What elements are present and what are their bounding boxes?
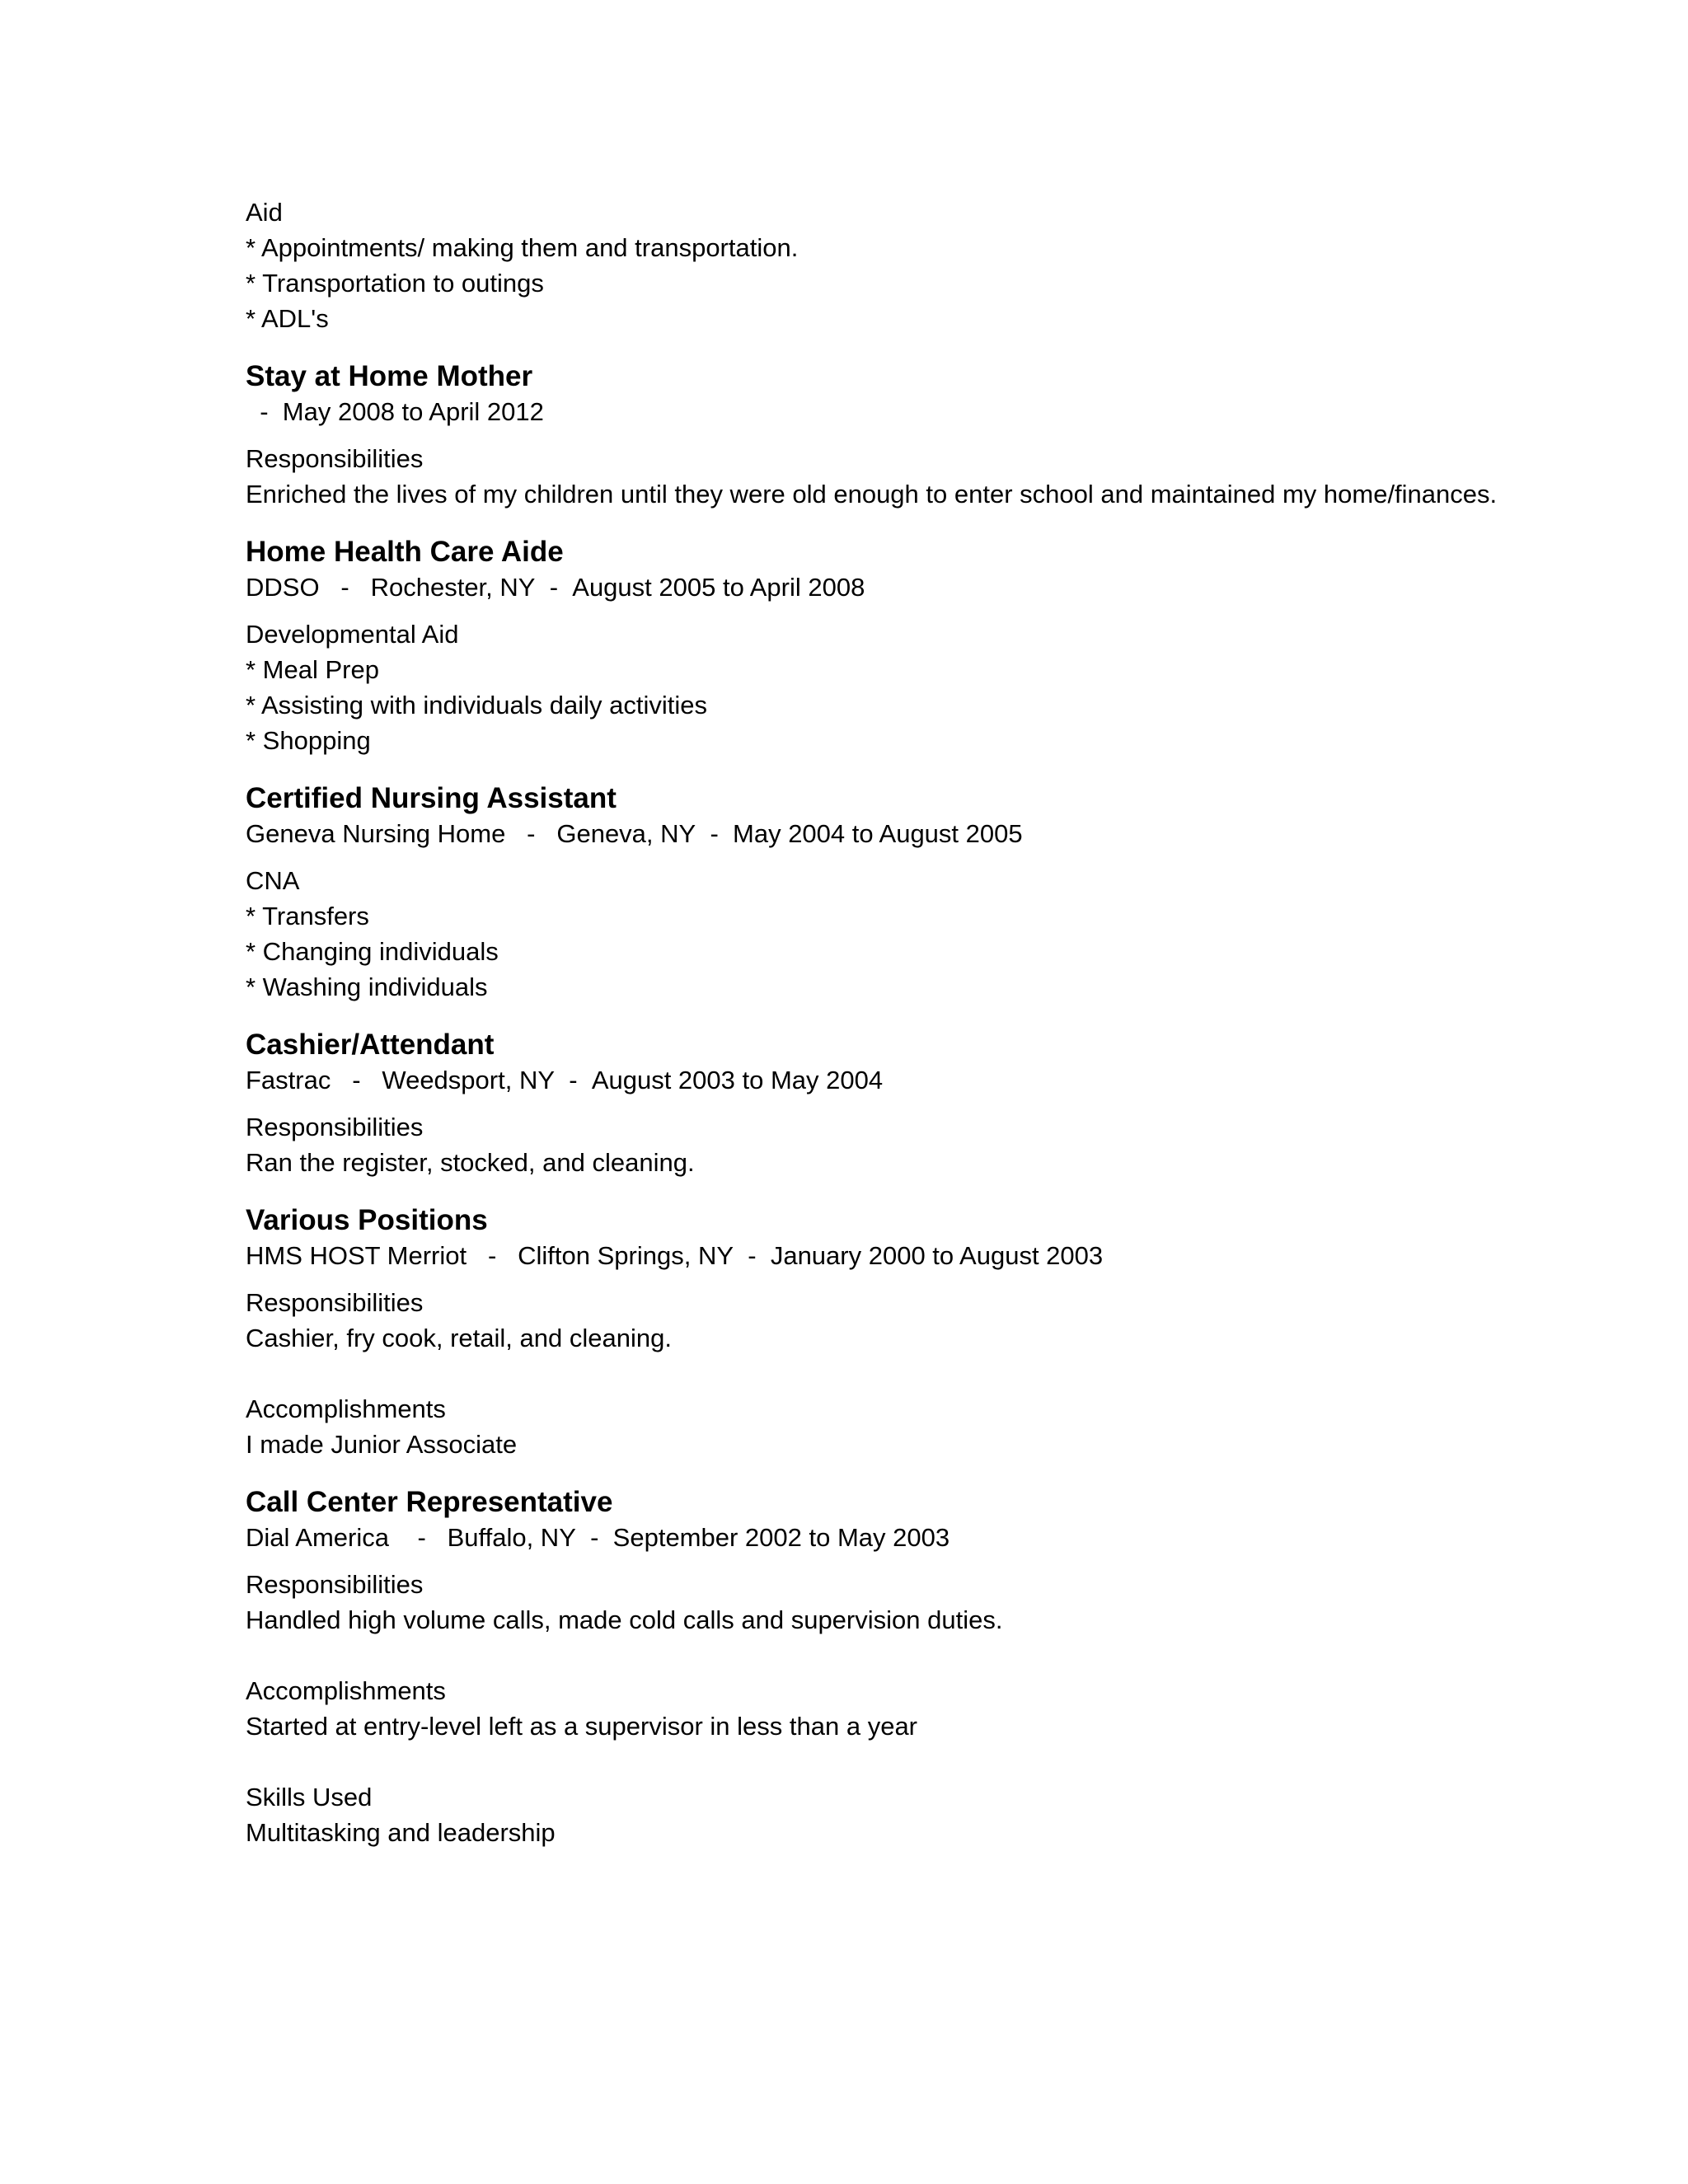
description-line: * Appointments/ making them and transportation.	[246, 233, 799, 262]
job-title: Various Positions	[246, 1204, 488, 1236]
description-heading: Responsibilities	[246, 444, 424, 473]
job-title: Stay at Home Mother	[246, 360, 533, 392]
job-location: Rochester, NY	[370, 573, 536, 602]
description-line: Ran the register, stocked, and cleaning.	[246, 1148, 695, 1177]
job-entry	[246, 1484, 1482, 1850]
description-line: * ADL's	[246, 304, 329, 333]
job-meta	[246, 1062, 1482, 1098]
description-heading: Responsibilities	[246, 1113, 424, 1141]
job-entry	[246, 1027, 1482, 1180]
job-title: Home Health Care Aide	[246, 536, 564, 568]
meta-separator: -	[340, 573, 349, 602]
job-location: Buffalo, NY	[447, 1523, 576, 1552]
description-line: Aid	[246, 198, 283, 227]
job-dates: September 2002 to May 2003	[612, 1523, 950, 1552]
description-line: * Changing individuals	[246, 937, 499, 966]
job-title: Cashier/Attendant	[246, 1029, 495, 1061]
job-meta	[246, 394, 1482, 429]
description-heading: Developmental Aid	[246, 620, 459, 649]
job-location: Clifton Springs, NY	[518, 1241, 734, 1270]
description-line: Enriched the lives of my children until they were old enough to enter school and maintained my home/finances.	[246, 480, 1498, 509]
description-line: * Meal Prep	[246, 655, 379, 684]
job-description	[246, 1109, 1482, 1180]
job-dates: August 2003 to May 2004	[591, 1066, 884, 1094]
description-line: I made Junior Associate	[246, 1430, 518, 1459]
description-line: Handled high volume calls, made cold calls and supervision duties.	[246, 1605, 1003, 1634]
job-entry	[246, 780, 1482, 1005]
meta-separator: -	[549, 573, 559, 602]
job-dates: January 2000 to August 2003	[770, 1241, 1104, 1270]
meta-separator: -	[487, 1241, 497, 1270]
description-heading: Accomplishments	[246, 1676, 446, 1705]
description-line: Multitasking and leadership	[246, 1818, 556, 1847]
job-dates: August 2005 to April 2008	[572, 573, 865, 602]
description-heading: Responsibilities	[246, 1288, 424, 1317]
meta-separator: -	[260, 397, 269, 426]
job-description	[246, 616, 1482, 758]
job-entry	[246, 359, 1498, 512]
job-meta	[246, 816, 1482, 851]
description-line: * Transfers	[246, 902, 369, 930]
job-location: Geneva, NY	[556, 819, 696, 848]
job-dates: May 2008 to April 2012	[282, 397, 544, 426]
job-entry	[246, 1202, 1482, 1462]
job-location: Weedsport, NY	[382, 1066, 556, 1094]
job-meta	[246, 569, 1482, 605]
description-heading: Skills Used	[246, 1783, 373, 1811]
description-line: Started at entry-level left as a supervisor in less than a year	[246, 1712, 918, 1741]
meta-separator: -	[590, 1523, 599, 1552]
description-line: * Transportation to outings	[246, 269, 544, 298]
description-line: * Assisting with individuals daily activities	[246, 691, 707, 719]
job-employer: DDSO	[246, 573, 320, 602]
description-spacer	[246, 1744, 1482, 1779]
description-heading: Responsibilities	[246, 1570, 424, 1599]
job-meta	[246, 1520, 1482, 1555]
job-meta	[246, 1238, 1482, 1273]
job-description	[246, 1285, 1482, 1462]
job-employer: Fastrac	[246, 1066, 331, 1094]
job-description	[246, 863, 1482, 1005]
job-employer: Geneva Nursing Home	[246, 819, 506, 848]
job-dates: May 2004 to August 2005	[733, 819, 1023, 848]
intro-description	[246, 194, 1482, 336]
description-line: * Washing individuals	[246, 972, 488, 1001]
description-heading: Accomplishments	[246, 1394, 446, 1423]
meta-separator: -	[710, 819, 719, 848]
description-spacer	[246, 1356, 1482, 1391]
description-line: * Shopping	[246, 726, 371, 755]
description-spacer	[246, 1638, 1482, 1673]
meta-separator: -	[569, 1066, 578, 1094]
description-heading: CNA	[246, 866, 300, 895]
meta-separator: -	[748, 1241, 757, 1270]
description-line: Cashier, fry cook, retail, and cleaning.	[246, 1324, 672, 1352]
meta-separator: -	[527, 819, 536, 848]
job-employer: Dial America	[246, 1523, 389, 1552]
job-title: Certified Nursing Assistant	[246, 782, 617, 814]
job-description	[246, 1567, 1482, 1850]
job-title: Call Center Representative	[246, 1486, 613, 1518]
job-description	[246, 441, 1498, 512]
meta-separator: -	[417, 1523, 426, 1552]
job-employer: HMS HOST Merriot	[246, 1241, 467, 1270]
meta-separator: -	[352, 1066, 361, 1094]
resume-page	[246, 194, 1498, 1850]
job-entry	[246, 534, 1482, 758]
